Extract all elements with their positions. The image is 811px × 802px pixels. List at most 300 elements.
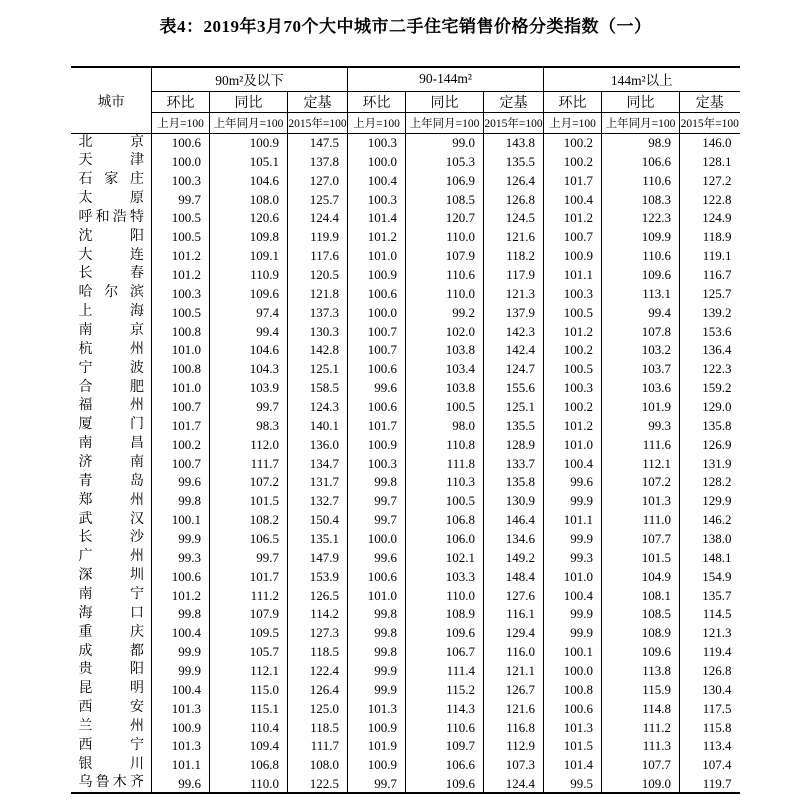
- index-value: 99.9: [347, 661, 405, 680]
- index-value: 99.8: [151, 491, 209, 510]
- table-row: [71, 303, 739, 322]
- index-value: 99.2: [405, 303, 483, 322]
- index-value: 100.0: [347, 529, 405, 548]
- index-value: 103.6: [602, 378, 680, 397]
- city-name: [71, 491, 151, 510]
- index-value: 139.2: [702, 304, 732, 320]
- index-value: 101.5: [544, 737, 602, 756]
- index-value: 100.6: [151, 133, 209, 152]
- index-value: 101.0: [151, 378, 209, 397]
- index-value: 100.2: [544, 340, 602, 359]
- city-name-label: 重庆: [78, 624, 144, 640]
- index-value: 108.9: [602, 623, 680, 642]
- index-value: 101.0: [347, 586, 405, 605]
- metric-header-yoy: 同比: [405, 91, 483, 112]
- base-header-2015: 2015年=100: [483, 112, 543, 133]
- table-row: [71, 265, 739, 284]
- index-value: 106.8: [405, 510, 483, 529]
- index-value: 106.0: [405, 529, 483, 548]
- index-value: 115.8: [702, 719, 732, 735]
- header-row-base-period: [71, 112, 739, 133]
- header-row-metrics: [71, 91, 739, 112]
- city-name: [71, 755, 151, 774]
- index-value: 120.7: [405, 208, 483, 227]
- index-value: 155.6: [483, 378, 543, 397]
- index-value: 119.1: [702, 248, 732, 264]
- index-value: 100.6: [347, 397, 405, 416]
- index-value: 101.4: [544, 755, 602, 774]
- city-name-label: 广州: [78, 549, 144, 565]
- city-name-label: 南昌: [78, 436, 144, 452]
- city-name-label: 郑州: [78, 492, 144, 508]
- index-value: 100.0: [347, 303, 405, 322]
- city-name-label: 济南: [78, 455, 144, 471]
- city-name: [71, 378, 151, 397]
- index-value: 101.7: [347, 416, 405, 435]
- index-value: 105.7: [209, 642, 287, 661]
- metric-header-yoy: 同比: [602, 91, 680, 112]
- index-value: 99.4: [602, 303, 680, 322]
- index-value: 121.1: [483, 661, 543, 680]
- index-value: 104.6: [209, 171, 287, 190]
- index-value: 124.3: [287, 397, 347, 416]
- index-value: 109.6: [602, 642, 680, 661]
- city-name-label: 呼和浩特: [78, 209, 144, 225]
- table-row: [71, 510, 739, 529]
- index-value: 108.0: [209, 190, 287, 209]
- city-name: [71, 548, 151, 567]
- city-name-label: 宁波: [78, 360, 144, 376]
- index-value: 107.8: [602, 322, 680, 341]
- index-value: 113.4: [702, 738, 732, 754]
- index-value: 100.4: [544, 586, 602, 605]
- base-header-prev-month: 上月=100: [151, 112, 209, 133]
- index-value: 125.7: [702, 285, 732, 301]
- table-row: [71, 284, 739, 303]
- index-value: 110.6: [405, 265, 483, 284]
- index-value: 111.4: [405, 661, 483, 680]
- index-value: 99.9: [151, 642, 209, 661]
- city-name-label: 长春: [78, 266, 144, 282]
- index-value: 101.4: [347, 208, 405, 227]
- index-value: 108.1: [602, 586, 680, 605]
- city-name-label: 长沙: [78, 530, 144, 546]
- table-row: [71, 208, 739, 227]
- index-value: 99.6: [151, 472, 209, 491]
- table-body: [71, 133, 739, 793]
- index-value: 108.0: [287, 755, 347, 774]
- index-value: 100.1: [544, 642, 602, 661]
- index-value: 118.9: [702, 229, 732, 245]
- index-value: 137.3: [287, 303, 347, 322]
- city-name-label: 南京: [78, 323, 144, 339]
- metric-header-yoy: 同比: [209, 91, 287, 112]
- table-row: [71, 680, 739, 699]
- index-value: 101.2: [544, 208, 602, 227]
- city-name-label: 沈阳: [78, 228, 144, 244]
- index-value: 122.3: [702, 361, 732, 377]
- table-row: [71, 548, 739, 567]
- index-value: 106.8: [209, 755, 287, 774]
- index-value: 102.1: [405, 548, 483, 567]
- index-value: 110.6: [602, 171, 680, 190]
- index-value: 100.5: [544, 303, 602, 322]
- index-value: 111.2: [209, 586, 287, 605]
- index-value: 100.2: [151, 435, 209, 454]
- city-name-label: 石家庄: [78, 172, 144, 188]
- index-value: 101.3: [151, 737, 209, 756]
- index-value: 143.8: [483, 133, 543, 152]
- index-value: 99.8: [347, 642, 405, 661]
- index-value: 124.9: [702, 210, 732, 226]
- index-value: 135.1: [287, 529, 347, 548]
- table-row: [71, 340, 739, 359]
- index-value: 99.8: [347, 604, 405, 623]
- index-value: 100.8: [151, 322, 209, 341]
- city-name-label: 合肥: [78, 379, 144, 395]
- base-header-prev-year: 上年同月=100: [209, 112, 287, 133]
- index-value: 135.5: [483, 152, 543, 171]
- index-value: 100.3: [347, 190, 405, 209]
- index-value: 121.6: [483, 699, 543, 718]
- metric-header-mom: 环比: [151, 91, 209, 112]
- index-value: 131.9: [702, 455, 732, 471]
- city-name: [71, 208, 151, 227]
- city-name-label: 南宁: [78, 587, 144, 603]
- index-value: 115.0: [209, 680, 287, 699]
- index-value: 153.6: [702, 323, 732, 339]
- table-row: [71, 435, 739, 454]
- index-value: 100.3: [151, 284, 209, 303]
- index-value: 101.7: [209, 567, 287, 586]
- index-value: 138.0: [702, 530, 732, 546]
- index-value: 137.9: [483, 303, 543, 322]
- index-value: 122.8: [702, 191, 732, 207]
- index-value: 111.2: [602, 718, 680, 737]
- index-value: 130.3: [287, 322, 347, 341]
- city-name: [71, 680, 151, 699]
- table-title: 表4：2019年3月70个大中城市二手住宅销售价格分类指数（一）: [159, 17, 652, 36]
- base-header-prev-month: 上月=100: [544, 112, 602, 133]
- index-value: 109.6: [405, 774, 483, 793]
- index-value: 99.9: [347, 680, 405, 699]
- index-value: 111.3: [602, 737, 680, 756]
- index-value: 109.8: [209, 227, 287, 246]
- index-value: 127.0: [287, 171, 347, 190]
- index-value: 110.0: [405, 227, 483, 246]
- index-value: 101.5: [209, 491, 287, 510]
- index-value: 100.9: [347, 435, 405, 454]
- index-value: 146.4: [483, 510, 543, 529]
- index-value: 100.5: [151, 208, 209, 227]
- index-value: 116.8: [483, 718, 543, 737]
- index-value: 101.7: [151, 416, 209, 435]
- index-value: 146.2: [702, 512, 732, 528]
- index-value: 99.9: [544, 623, 602, 642]
- city-name-label: 昆明: [78, 681, 144, 697]
- index-value: 153.9: [287, 567, 347, 586]
- index-value: 99.3: [544, 548, 602, 567]
- index-value: 103.9: [209, 378, 287, 397]
- city-name-label: 西宁: [78, 737, 144, 753]
- index-value: 98.0: [405, 416, 483, 435]
- index-value: 107.9: [209, 604, 287, 623]
- index-value: 101.1: [544, 265, 602, 284]
- table-row: [71, 359, 739, 378]
- index-value: 100.2: [544, 133, 602, 152]
- table-row: [71, 718, 739, 737]
- index-value: 99.9: [151, 661, 209, 680]
- city-name: [71, 416, 151, 435]
- index-value: 100.5: [544, 359, 602, 378]
- city-name-label: 北京: [78, 134, 144, 150]
- index-value: 135.5: [483, 416, 543, 435]
- index-value: 111.6: [602, 435, 680, 454]
- city-name-label: 天津: [78, 153, 144, 169]
- index-value: 124.4: [483, 774, 543, 793]
- city-name: [71, 152, 151, 171]
- index-value: 101.9: [602, 397, 680, 416]
- index-value: 147.5: [287, 133, 347, 152]
- index-value: 110.4: [209, 718, 287, 737]
- city-name-label: 太原: [78, 191, 144, 206]
- index-value: 103.2: [602, 340, 680, 359]
- index-value: 150.4: [287, 510, 347, 529]
- index-value: 110.0: [405, 284, 483, 303]
- metric-header-mom: 环比: [544, 91, 602, 112]
- table-row: [71, 586, 739, 605]
- metric-header-base: 定基: [287, 91, 347, 112]
- index-value: 148.1: [702, 549, 732, 565]
- index-value: 122.4: [287, 661, 347, 680]
- city-name: [71, 529, 151, 548]
- index-value: 103.3: [405, 567, 483, 586]
- index-value: 99.9: [544, 491, 602, 510]
- city-name: [71, 340, 151, 359]
- table-row: [71, 491, 739, 510]
- index-value: 116.1: [483, 604, 543, 623]
- index-value: 109.6: [602, 265, 680, 284]
- index-value: 99.8: [151, 604, 209, 623]
- index-value: 110.8: [405, 435, 483, 454]
- city-name-label: 青岛: [78, 473, 144, 489]
- index-value: 124.5: [483, 208, 543, 227]
- index-value: 101.1: [151, 755, 209, 774]
- index-value: 109.6: [209, 284, 287, 303]
- index-value: 131.7: [287, 472, 347, 491]
- index-value: 101.1: [544, 510, 602, 529]
- index-value: 108.5: [602, 604, 680, 623]
- index-value: 130.4: [702, 681, 732, 697]
- index-value: 159.2: [702, 380, 732, 396]
- index-value: 100.5: [151, 227, 209, 246]
- index-value: 100.6: [544, 699, 602, 718]
- index-value: 118.5: [287, 718, 347, 737]
- index-value: 99.7: [209, 548, 287, 567]
- index-value: 114.3: [405, 699, 483, 718]
- index-value: 132.7: [287, 491, 347, 510]
- index-value: 110.0: [209, 774, 287, 793]
- index-value: 118.2: [483, 246, 543, 265]
- city-name: [71, 397, 151, 416]
- index-value: 125.7: [287, 190, 347, 209]
- index-value: 100.4: [347, 171, 405, 190]
- index-value: 101.2: [544, 322, 602, 341]
- index-value: 106.5: [209, 529, 287, 548]
- city-name: [71, 454, 151, 473]
- index-value: 117.6: [287, 246, 347, 265]
- index-value: 114.5: [702, 606, 732, 622]
- index-value: 99.7: [347, 774, 405, 793]
- city-name: [71, 435, 151, 454]
- base-header-prev-year: 上年同月=100: [405, 112, 483, 133]
- table-row: [71, 642, 739, 661]
- index-value: 127.6: [483, 586, 543, 605]
- group-header-90-144: 90-144m²: [347, 67, 543, 91]
- city-name: [71, 661, 151, 680]
- table-row: [71, 774, 739, 793]
- index-value: 110.6: [602, 246, 680, 265]
- metric-header-base: 定基: [680, 91, 740, 112]
- index-value: 126.4: [287, 680, 347, 699]
- index-value: 101.2: [347, 227, 405, 246]
- index-value: 122.3: [602, 208, 680, 227]
- index-value: 134.7: [287, 454, 347, 473]
- index-value: 158.5: [287, 378, 347, 397]
- table-row: [71, 190, 739, 209]
- index-value: 129.9: [702, 493, 732, 509]
- index-value: 125.1: [483, 397, 543, 416]
- city-name: [71, 265, 151, 284]
- index-value: 100.5: [405, 397, 483, 416]
- index-value: 110.3: [405, 472, 483, 491]
- table-row: [71, 397, 739, 416]
- base-header-2015: 2015年=100: [680, 112, 740, 133]
- index-value: 147.9: [287, 548, 347, 567]
- index-value: 101.0: [544, 435, 602, 454]
- header-row-groups: [71, 67, 739, 91]
- city-name: [71, 303, 151, 322]
- index-value: 101.9: [347, 737, 405, 756]
- index-value: 116.0: [483, 642, 543, 661]
- base-header-prev-month: 上月=100: [347, 112, 405, 133]
- index-value: 118.5: [287, 642, 347, 661]
- index-value: 100.0: [347, 152, 405, 171]
- index-value: 107.7: [602, 755, 680, 774]
- city-name: [71, 510, 151, 529]
- city-name-label: 杭州: [78, 341, 144, 357]
- table-row: [71, 604, 739, 623]
- index-value: 101.0: [151, 340, 209, 359]
- city-name: [71, 586, 151, 605]
- table-row: [71, 699, 739, 718]
- index-value: 140.1: [287, 416, 347, 435]
- index-value: 124.7: [483, 359, 543, 378]
- index-value: 99.7: [151, 190, 209, 209]
- index-value: 100.3: [544, 378, 602, 397]
- index-value: 100.4: [544, 190, 602, 209]
- city-name-label: 厦门: [78, 417, 144, 433]
- index-value: 109.0: [602, 774, 680, 793]
- index-value: 101.7: [544, 171, 602, 190]
- index-value: 100.3: [347, 454, 405, 473]
- index-value: 101.3: [544, 718, 602, 737]
- index-value: 101.0: [544, 567, 602, 586]
- index-value: 108.3: [602, 190, 680, 209]
- city-name: [71, 359, 151, 378]
- index-value: 128.2: [702, 474, 732, 490]
- index-value: 107.7: [602, 529, 680, 548]
- index-value: 116.7: [702, 266, 732, 282]
- index-value: 109.4: [209, 737, 287, 756]
- index-value: 99.9: [151, 529, 209, 548]
- index-value: 100.9: [347, 718, 405, 737]
- index-value: 99.6: [347, 548, 405, 567]
- index-value: 149.2: [483, 548, 543, 567]
- index-value: 101.3: [602, 491, 680, 510]
- index-value: 126.8: [702, 662, 732, 678]
- index-value: 100.3: [151, 171, 209, 190]
- index-value: 112.9: [483, 737, 543, 756]
- index-value: 101.2: [151, 586, 209, 605]
- index-value: 120.5: [287, 265, 347, 284]
- index-value: 121.3: [483, 284, 543, 303]
- index-value: 105.1: [209, 152, 287, 171]
- city-name-label: 成都: [78, 643, 144, 659]
- base-header-prev-year: 上年同月=100: [602, 112, 680, 133]
- index-value: 100.6: [347, 567, 405, 586]
- index-value: 101.3: [347, 699, 405, 718]
- city-name: [71, 737, 151, 756]
- index-value: 100.4: [151, 623, 209, 642]
- city-name-label: 兰州: [78, 719, 144, 735]
- index-value: 100.6: [347, 284, 405, 303]
- city-name-label: 上海: [78, 304, 144, 320]
- city-name: [71, 567, 151, 586]
- index-value: 100.5: [405, 491, 483, 510]
- index-value: 104.6: [209, 340, 287, 359]
- index-value: 108.2: [209, 510, 287, 529]
- index-value: 100.7: [544, 227, 602, 246]
- index-value: 121.8: [287, 284, 347, 303]
- index-value: 137.8: [287, 152, 347, 171]
- index-value: 148.4: [483, 567, 543, 586]
- index-value: 126.4: [483, 171, 543, 190]
- metric-header-base: 定基: [483, 91, 543, 112]
- index-value: 100.7: [347, 340, 405, 359]
- metric-header-mom: 环比: [347, 91, 405, 112]
- index-value: 104.9: [602, 567, 680, 586]
- index-value: 100.6: [151, 567, 209, 586]
- index-value: 106.6: [602, 152, 680, 171]
- index-value: 154.9: [702, 568, 732, 584]
- city-name: [71, 718, 151, 737]
- index-value: 124.4: [287, 208, 347, 227]
- table-row: [71, 246, 739, 265]
- base-header-2015: 2015年=100: [287, 112, 347, 133]
- index-value: 112.0: [209, 435, 287, 454]
- index-value: 100.4: [151, 680, 209, 699]
- table-row: [71, 133, 739, 152]
- table-row: [71, 623, 739, 642]
- city-name-label: 贵阳: [78, 662, 144, 678]
- index-value: 121.3: [702, 625, 732, 641]
- city-name: [71, 604, 151, 623]
- index-value: 103.4: [405, 359, 483, 378]
- index-value: 142.8: [287, 340, 347, 359]
- index-value: 99.5: [544, 774, 602, 793]
- city-name: [71, 246, 151, 265]
